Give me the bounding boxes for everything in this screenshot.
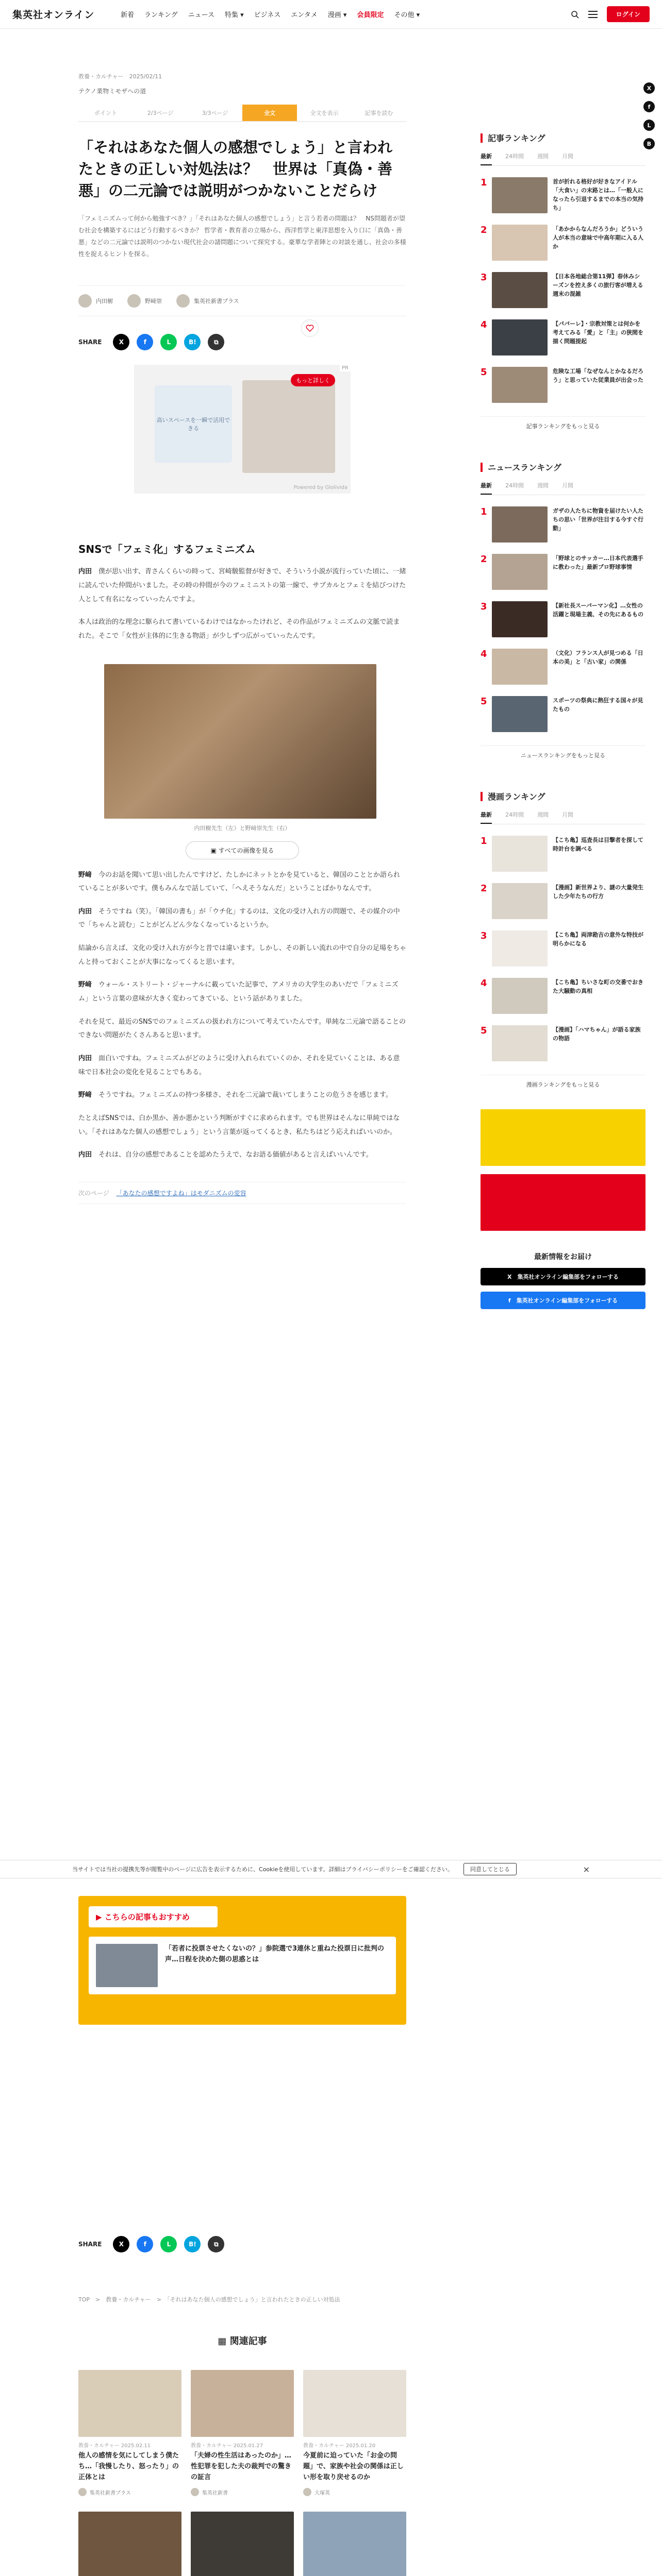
paragraph-text: それは、自分の感想であることを認めたうえで、なお語る価値があると言えばいいんです。 xyxy=(98,1151,373,1159)
sidebar xyxy=(481,29,646,1309)
rank-thumbnail xyxy=(492,1025,548,1061)
paragraph xyxy=(78,1052,406,1079)
related-meta: 教養・カルチャー 2025.02.11 xyxy=(78,2443,151,2449)
rank-number: 1 xyxy=(481,177,487,188)
manga-ranking-heading-text: 漫画ランキング xyxy=(488,792,545,802)
copy-link-icon[interactable]: ⧉ xyxy=(208,334,224,350)
sidebar-banner-ad[interactable] xyxy=(481,1109,646,1166)
related-author-name: 大塚英 xyxy=(315,2490,330,2496)
paragraph-text: 僕が思い出す、青さんくらいの時って、宮崎駿監督が好きで、そういう小説が流行っていた頃に、一緒に読んでいた仲間がいました。その時の仲間が今のフェミニストの第一線で、サブカルとフェミを結びつけた人として有名になっていったんですよ。 xyxy=(78,568,406,603)
rank-number: 5 xyxy=(481,1025,487,1036)
nav-item-business[interactable]: ビジネス xyxy=(254,11,281,19)
share-label: SHARE xyxy=(78,2241,102,2248)
speaker: 内田 xyxy=(78,1151,92,1159)
menu-icon[interactable] xyxy=(588,11,598,18)
related-author xyxy=(191,2488,294,2496)
bell-icon: ▶ xyxy=(96,1912,105,1922)
share-label: SHARE xyxy=(78,338,102,346)
nav-item-entertainment[interactable]: エンタメ xyxy=(291,11,318,19)
ranking-heading-text: 記事ランキング xyxy=(488,133,545,143)
heading-bar xyxy=(481,133,483,143)
paragraph xyxy=(78,942,406,969)
avatar xyxy=(78,294,92,308)
hatena-share-icon[interactable]: B! xyxy=(184,2236,201,2252)
facebook-icon: f xyxy=(508,1297,517,1304)
rank-title: 【漫画】新世界より、謎の大量発生した少年たちの行方 xyxy=(553,884,643,900)
news-ranking-tabs xyxy=(481,481,646,495)
paragraph xyxy=(78,1015,406,1043)
follow-facebook-label: 集英社オンライン編集部をフォローする xyxy=(516,1297,618,1304)
tab-weekly[interactable]: 週間 xyxy=(537,811,549,818)
related-title: 他人の感情を気にしてしまう僕たち…「我慢したり、怒ったり」の正体とは xyxy=(78,2452,179,2481)
recommend-thumbnail xyxy=(96,1944,158,1987)
rank-thumbnail xyxy=(492,883,548,919)
ranking-tabs xyxy=(481,152,646,166)
paragraph xyxy=(78,616,406,643)
speaker: 内田 xyxy=(78,1054,92,1062)
news-ranking-item[interactable] xyxy=(481,696,646,732)
recommend-box xyxy=(78,1896,406,2025)
related-card[interactable] xyxy=(78,2370,181,2496)
page-tab[interactable]: 全文を表示 xyxy=(310,110,339,116)
header-actions xyxy=(571,6,650,22)
tab-latest[interactable]: 最新 xyxy=(481,481,492,495)
rank-thumbnail xyxy=(492,225,548,261)
nav-item-new[interactable]: 新着 xyxy=(121,11,135,19)
related-thumbnail xyxy=(191,2512,294,2576)
line-share-icon[interactable]: L xyxy=(160,334,177,350)
site-logo[interactable]: 集英社オンライン xyxy=(12,9,95,21)
related-card[interactable] xyxy=(303,2512,406,2576)
paragraph-text: ウォール・ストリート・ジャーナルに載っていた記事で、アメリカの大学生のあいだで「フェミニズム」という言葉の意味が大きく変わってきている、という話がありました。 xyxy=(78,981,399,1003)
rank-thumbnail xyxy=(492,978,548,1014)
follow-x-button[interactable] xyxy=(481,1268,646,1285)
rank-number: 2 xyxy=(481,554,487,565)
recommend-card[interactable] xyxy=(89,1937,396,1994)
manga-ranking-item[interactable] xyxy=(481,883,646,919)
rank-number: 2 xyxy=(481,225,487,235)
speaker: 野﨑 xyxy=(78,1091,92,1099)
paragraph-text: 面白いですね。フェミニズムがどのように受け入れられていくのか、それを見ていくことは、ある意味で日本社会の変化を見ることでもある。 xyxy=(78,1054,400,1076)
paragraph xyxy=(78,1112,406,1139)
avatar xyxy=(191,2488,199,2496)
page-tab[interactable]: ポイント xyxy=(94,110,117,116)
rank-thumbnail xyxy=(492,272,548,308)
follow-x-label: 集英社オンライン編集部をフォローする xyxy=(517,1274,619,1280)
rank-number: 4 xyxy=(481,978,487,989)
ranking-heading xyxy=(481,132,646,144)
article-photo[interactable] xyxy=(104,664,376,819)
cookie-accept-button[interactable]: 同意してとじる xyxy=(464,1863,517,1875)
related-card[interactable] xyxy=(191,2512,294,2576)
ranking-item[interactable] xyxy=(481,177,646,213)
article-main xyxy=(78,29,406,1204)
article-lead: 「フェミニズムって何から勉強すべき？」「それはあなた個人の感想でしょう」と言う若者の問題は？ NS問題者が望む社会を構築するにはどう行動するべきか？ 哲学者・教育者の立場から、西洋哲学と東洋思想を入り口に「真偽・善悪」などの二元論では説明のつかない現代社会の諸問題について探究する。豪華な学者陣との対談を通し、社会の多様性を捉えるヒントを探る。 xyxy=(78,215,406,258)
manga-ranking-item[interactable] xyxy=(481,1025,646,1061)
manga-ranking-heading xyxy=(481,790,646,802)
facebook-share-icon[interactable]: f xyxy=(137,2236,153,2252)
paragraph-text: 本人は政治的な理念に駆られて書いているわけではなかったけれど、その作品がフェミニズムの文脈で読まれた。そこで「女性が主体的に生きる物語」が少しずつ広がっていったんです。 xyxy=(78,618,400,640)
author-item[interactable] xyxy=(176,294,239,308)
avatar xyxy=(303,2488,311,2496)
manga-ranking-more-link[interactable]: 漫画ランキングをもっと見る xyxy=(481,1075,646,1089)
related-thumbnail xyxy=(303,2370,406,2437)
nav-item-ranking[interactable]: ランキング xyxy=(144,11,178,19)
next-page-label: 次のページ xyxy=(78,1189,109,1197)
related-thumbnail xyxy=(78,2370,181,2437)
hatena-share-icon[interactable]: B xyxy=(643,138,655,149)
heart-icon xyxy=(306,325,314,332)
rank-number: 5 xyxy=(481,367,487,378)
rank-thumbnail xyxy=(492,649,548,685)
facebook-share-icon[interactable]: f xyxy=(137,334,153,350)
rank-thumbnail xyxy=(492,319,548,355)
page-tab-active[interactable]: 全文 xyxy=(242,105,297,121)
ad-tag: PR xyxy=(340,365,351,371)
facebook-share-icon[interactable]: f xyxy=(643,101,655,112)
favorite-button[interactable] xyxy=(301,319,319,337)
related-heading xyxy=(78,2334,406,2347)
related-meta: 教養・カルチャー 2025.01.20 xyxy=(303,2443,376,2449)
view-all-images-button[interactable] xyxy=(186,841,299,859)
nav-item-manga[interactable]: 漫画 ▾ xyxy=(327,11,347,19)
rank-title: 【こち亀】巡査長は目撃者を探して時計台を調べる xyxy=(553,837,643,853)
cookie-banner xyxy=(0,1860,662,1878)
avatar xyxy=(78,2488,87,2496)
nav-item-member[interactable]: 会員限定 xyxy=(357,11,384,19)
tab-latest[interactable]: 最新 xyxy=(481,810,492,824)
ranking-item[interactable] xyxy=(481,367,646,403)
images-icon: ▣ xyxy=(210,846,219,854)
avatar xyxy=(127,294,141,308)
article-series[interactable]: テクノ業物ミモザへの道 xyxy=(78,88,146,95)
sidebar-banner-ad[interactable] xyxy=(481,1174,646,1231)
paragraph-text: たとえばSNSでは、白か黒か、善か悪かという判断がすぐに求められます。でも世界はそんなに単純ではない。「それはあなた個人の感想でしょう」という言葉が返ってくるとき、私たちはどう応えればいいのか。 xyxy=(78,1114,400,1136)
rank-title: 【漫画】「ハマちゃん」が語る家族の物語 xyxy=(553,1026,641,1042)
x-share-icon[interactable]: X xyxy=(113,2236,129,2252)
rank-title: 【パパーレ】・宗教対策とは何かを考えてみる「愛」と「主」の狭間を描く問題提起 xyxy=(553,320,643,345)
avatar xyxy=(176,294,190,308)
news-ranking-item[interactable] xyxy=(481,649,646,685)
related-card[interactable] xyxy=(303,2370,406,2496)
line-share-icon[interactable]: L xyxy=(160,2236,177,2252)
next-page-link[interactable] xyxy=(78,1182,406,1204)
ad-powered: Powered by Glolivida xyxy=(293,485,347,491)
manga-ranking-tabs xyxy=(481,810,646,824)
ad-cta-button[interactable]: もっと詳しく xyxy=(291,374,335,386)
rank-thumbnail xyxy=(492,601,548,637)
search-icon[interactable] xyxy=(571,10,579,19)
paragraph-text: 今のお話を聞いて思い出したんですけど、たしかにネットとかを見ていると、韓国のこととか語られていることが多いです。僕もみんなで話していて、「へえそうなんだ」ということばかりなんです。 xyxy=(78,871,401,893)
paragraph-text: そうですね（笑）。「韓国の書も」が「ウチ化」するのは、文化の受け入れ方の問題で、その媒介の中で「ちゃんと読む」ことがどんどん少なくなっているというか。 xyxy=(78,907,400,929)
paragraph xyxy=(78,978,406,1006)
x-share-icon[interactable]: X xyxy=(643,82,655,94)
nav-item-other[interactable]: その他 ▾ xyxy=(394,11,420,19)
page-tabs xyxy=(78,105,406,122)
rank-title: 【新社長スーパーマン化】…女性の活躍と現場主義、その先にあるもの xyxy=(553,602,643,618)
rank-thumbnail xyxy=(492,554,548,590)
paragraph xyxy=(78,1089,406,1103)
author-item[interactable] xyxy=(78,294,113,308)
follow-facebook-button[interactable] xyxy=(481,1292,646,1309)
related-author-name: 集英社新書 xyxy=(202,2490,228,2496)
photo-caption: 内田樹先生（左）と野﨑崇先生（右） xyxy=(194,824,291,832)
manga-ranking-item[interactable] xyxy=(481,978,646,1014)
rank-number: 4 xyxy=(481,319,487,330)
rank-thumbnail xyxy=(492,177,548,213)
rank-title: 【こち亀】両津勘吉の意外な特技が明らかになる xyxy=(553,931,643,947)
follow-heading: 最新情報をお届け xyxy=(534,1253,592,1261)
manga-ranking-item[interactable] xyxy=(481,930,646,967)
paragraph xyxy=(78,869,406,896)
related-thumbnail xyxy=(303,2512,406,2576)
recommend-heading xyxy=(89,1906,218,1927)
x-share-icon[interactable]: X xyxy=(113,334,129,350)
related-card[interactable] xyxy=(191,2370,294,2496)
news-ranking-heading-text: ニュースランキング xyxy=(488,463,561,472)
news-ranking-more-link[interactable]: ニュースランキングをもっと見る xyxy=(481,745,646,759)
share-bar-bottom xyxy=(78,2236,406,2252)
rank-title: （文化）フランス人が見つめる「日本の美」と「古い家」の関係 xyxy=(553,650,643,666)
hatena-share-icon[interactable]: B! xyxy=(184,334,201,350)
related-thumbnail xyxy=(78,2512,181,2576)
recommend-title: 「若者に投票させたくないの？」参院選で3連休と重ねた投票日に批判の声…日程を決めた側の思惑とは xyxy=(165,1945,385,1963)
rank-number: 4 xyxy=(481,649,487,659)
article-body-continued xyxy=(78,869,406,1162)
author-name: 集英社新書プラス xyxy=(194,298,239,305)
paragraph xyxy=(78,905,406,933)
rank-title: 【日本各地総合第11弾】春休みシーズンを控え多くの旅行客が増える週末の混雑 xyxy=(553,273,643,298)
rank-title: 首が折れる格好が好きなアイドル「大食い」の末路とは…「一般人になったら引退するまでの本当の気持ち」 xyxy=(553,178,643,212)
site-header xyxy=(0,0,662,29)
author-name: 野﨑崇 xyxy=(145,298,162,305)
news-ranking-item[interactable] xyxy=(481,601,646,637)
copy-link-icon[interactable]: ⧉ xyxy=(208,2236,224,2252)
related-heading-text: 関連記事 xyxy=(229,2336,267,2347)
related-thumbnail xyxy=(191,2370,294,2437)
paragraph-text: 結論から言えば、文化の受け入れ方が今と昔では違います。しかし、その新しい流れの中で自分の足場をちゃんと持っておくことが大事になってくると思います。 xyxy=(78,944,406,966)
ad-text: 高いスペースを一瞬で活用できる xyxy=(155,385,232,463)
related-author-name: 集英社新書プラス xyxy=(90,2490,131,2496)
rank-thumbnail xyxy=(492,506,548,543)
next-page-title[interactable]: 「あなたの感想ですよね」はモダニズムの変容 xyxy=(116,1189,246,1197)
rank-title: 「野球とのサッカー…日本代表選手に教わった」最新プロ野球事情 xyxy=(553,555,643,571)
news-ranking-heading xyxy=(481,461,646,473)
breadcrumb[interactable]: TOP > 教養・カルチャー > 「それはあなた個人の感想でしょう」と言われたときの正しい対処法 xyxy=(78,2296,340,2303)
page-tab[interactable]: 記事を読む xyxy=(365,110,393,116)
ranking-item[interactable] xyxy=(481,319,646,355)
article-title: 「それはあなた個人の感想でしょう」と言われたときの正しい対処法は？ 世界は「真偽・善悪」の二元論では説明がつかないことだらけ xyxy=(78,139,393,200)
rank-title: 危険な工場「なぜなんとかなるだろう」と思っていた従業員が出会った xyxy=(553,368,643,384)
tab-weekly[interactable]: 週間 xyxy=(537,482,549,489)
rank-number: 3 xyxy=(481,601,487,612)
paragraph xyxy=(78,565,406,606)
advertisement[interactable] xyxy=(134,365,351,494)
x-icon: X xyxy=(507,1274,518,1280)
rank-title: 【こち亀】ちいさな町の交番でおきた大騒動の真相 xyxy=(553,979,643,995)
ad-image xyxy=(242,380,335,473)
rank-title: スポーツの祭典に熱狂する国々が見たもの xyxy=(553,697,643,713)
related-title: 今夏前に迫っていた「お金の問題」で、家族や社会の関係は正しい形を取り戻せるのか xyxy=(303,2452,404,2481)
paragraph xyxy=(78,1148,406,1162)
tab-monthly[interactable]: 月間 xyxy=(562,482,573,489)
page-tab[interactable]: 3/3ページ xyxy=(202,110,228,116)
rank-number: 2 xyxy=(481,883,487,894)
tab-24h[interactable]: 24時間 xyxy=(505,811,524,818)
author-list xyxy=(78,285,406,316)
rank-title: ガザの人たちに物資を届けたい人たちの思い「世界が注目する今すぐ行動」 xyxy=(553,507,643,532)
speaker: 内田 xyxy=(78,907,92,916)
tab-24h[interactable]: 24時間 xyxy=(505,482,524,489)
article-icon: ▦ xyxy=(218,2336,230,2347)
recommend-heading-text: こちらの記事もおすすめ xyxy=(104,1912,190,1922)
login-button[interactable]: ログイン xyxy=(607,6,650,22)
related-author xyxy=(303,2488,406,2496)
tab-monthly[interactable]: 月間 xyxy=(562,811,573,818)
rank-number: 1 xyxy=(481,506,487,517)
tab-24h[interactable]: 24時間 xyxy=(505,153,524,160)
author-item[interactable] xyxy=(127,294,162,308)
related-author xyxy=(78,2488,181,2496)
related-card[interactable] xyxy=(78,2512,181,2576)
ranking-more-link[interactable]: 記事ランキングをもっと見る xyxy=(481,416,646,430)
paragraph-text: それを見て、最近のSNSでのフェミニズムの扱われ方について考えていたんです。単純な二元論で語ることのできない問題がたくさんあると思います。 xyxy=(78,1018,406,1040)
manga-ranking-item[interactable] xyxy=(481,836,646,872)
rank-thumbnail xyxy=(492,930,548,967)
share-bar xyxy=(78,334,406,350)
rank-thumbnail xyxy=(492,367,548,403)
rank-number: 3 xyxy=(481,930,487,941)
line-share-icon[interactable]: L xyxy=(643,120,655,131)
ranking-item[interactable] xyxy=(481,225,646,261)
page-tab[interactable]: 2/3ページ xyxy=(147,110,174,116)
nav-item-news[interactable]: ニュース xyxy=(188,11,214,19)
rank-thumbnail xyxy=(492,696,548,732)
rank-title: 「あかからなんだろうか」どういう人が本当の意味で中高年期に入る人か xyxy=(553,226,643,250)
heading-bar xyxy=(481,463,483,472)
ranking-item[interactable] xyxy=(481,272,646,308)
rank-number: 5 xyxy=(481,696,487,707)
nav-item-feature[interactable]: 特集 ▾ xyxy=(225,11,244,19)
speaker: 野﨑 xyxy=(78,981,92,989)
news-ranking-item[interactable] xyxy=(481,506,646,543)
paragraph-text: そうですね。フェミニズムの持つ多様さ、それを二元論で裁いてしまうことの危うさを感じます。 xyxy=(98,1091,392,1099)
article-category-date: 教養・カルチャー 2025/02/11 xyxy=(78,73,162,80)
related-articles xyxy=(78,2370,406,2576)
tab-latest[interactable]: 最新 xyxy=(481,152,492,165)
section-heading: SNSで「フェミ化」するフェミニズム xyxy=(78,543,256,556)
author-name: 内田樹 xyxy=(96,298,113,305)
rank-thumbnail xyxy=(492,836,548,872)
tab-weekly[interactable]: 週間 xyxy=(537,153,549,160)
rank-number: 3 xyxy=(481,272,487,283)
article-body xyxy=(78,565,406,643)
tab-monthly[interactable]: 月間 xyxy=(562,153,573,160)
speaker: 内田 xyxy=(78,568,92,576)
related-title: 「夫婦の性生活はあったのか」…性犯罪を犯した夫の裁判での驚きの証言 xyxy=(191,2452,292,2481)
cookie-text: 当サイトでは当社の提携先等が閲覧中のページに広告を表示するために、Cookieを使用しています。詳細はプライバシーポリシーをご確認ください。 xyxy=(72,1866,453,1873)
close-icon[interactable]: × xyxy=(583,1864,590,1874)
global-nav xyxy=(121,9,420,19)
heading-bar xyxy=(481,792,483,801)
rank-number: 1 xyxy=(481,836,487,846)
news-ranking-item[interactable] xyxy=(481,554,646,590)
view-all-images-label: すべての画像を見る xyxy=(218,846,274,854)
speaker: 野﨑 xyxy=(78,871,92,879)
related-meta: 教養・カルチャー 2025.01.27 xyxy=(191,2443,263,2449)
